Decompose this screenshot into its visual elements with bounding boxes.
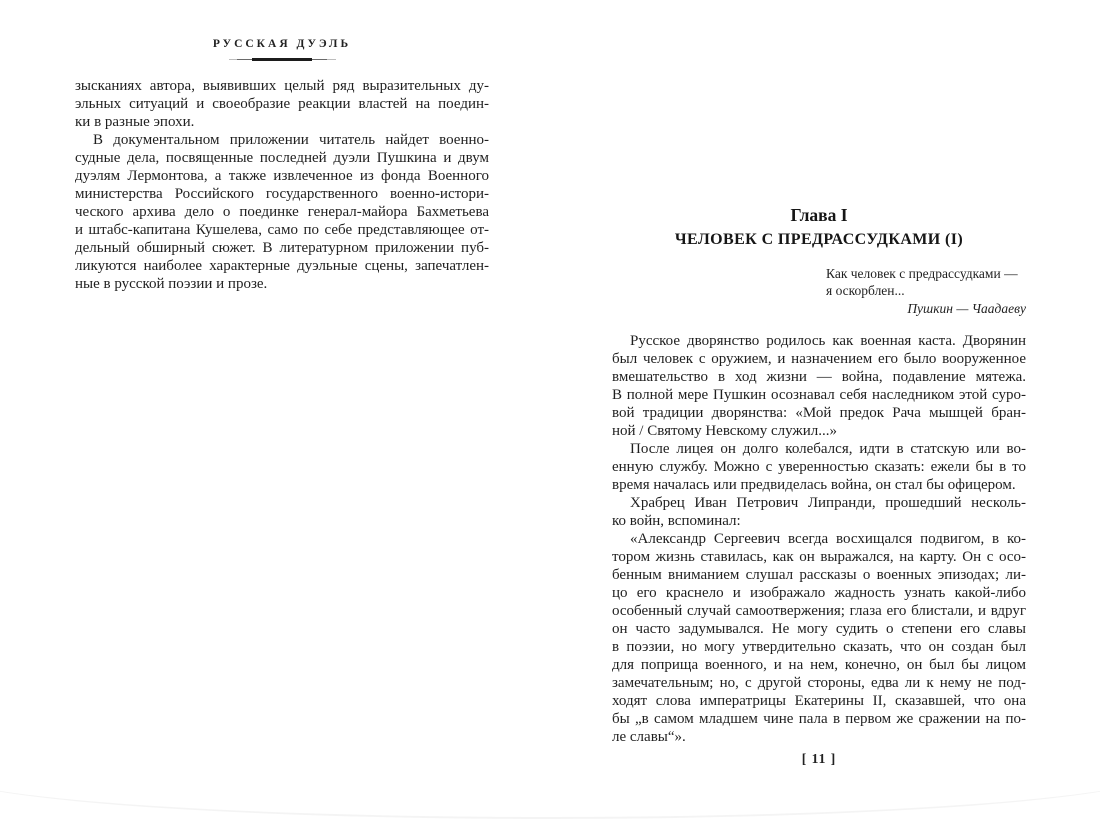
text-paragraph xyxy=(612,332,1026,440)
running-head: РУССКАЯ ДУЭЛЬ xyxy=(212,38,352,50)
text-line: В полной мере Пушкин осознавал себя наследником этой суро- xyxy=(612,386,1026,403)
text-line: в поэзии, но могу утвердительно сказать, что он создан был xyxy=(612,638,1026,655)
text-paragraph xyxy=(75,77,489,131)
text-line: зысканиях автора, выявивших целый ряд выразительных ду- xyxy=(75,78,489,94)
text-line: вмешательство в ход жизни — война, подавление мятежа. xyxy=(612,368,1026,385)
text-line: для поприща военного, и на нем, конечно, он был бы лицом xyxy=(612,656,1026,673)
epigraph xyxy=(826,266,1026,318)
text-line: ле славы“». xyxy=(612,728,686,745)
text-line: дуэлям Лермонтова, а также извлеченное из фонда Военного xyxy=(75,168,489,184)
text-line: енную службу. Можно с уверенностью сказать: ежели бы в то xyxy=(612,458,1026,475)
text-paragraph xyxy=(75,131,489,293)
text-line: он часто задумывался. Не могу судить о степени его славы xyxy=(612,620,1026,637)
decorative-rule xyxy=(229,59,336,60)
text-line: цо его краснело и изображало жадность узнать какой-либо xyxy=(612,584,1026,601)
text-line: ные в русской поэзии и прозе. xyxy=(75,276,268,292)
text-line: был человек с оружием, и назначением его было вооруженное xyxy=(612,350,1026,367)
text-line: бы „в самом младшем чине пала в первом же сражении на по- xyxy=(612,710,1026,727)
text-line: ходят слова императрицы Екатерины II, сказавшей, что она xyxy=(612,692,1026,709)
chapter-label: Глава I xyxy=(790,205,848,225)
text-line: время началась или предвиделась война, он стал бы офицером. xyxy=(612,476,1016,493)
text-line: и штабс-капитана Кушелева, само по себе представляющее от- xyxy=(75,222,489,238)
text-line: ко войн, вспоминал: xyxy=(612,512,741,529)
text-line: ликуются наиболее характерные дуэльные сцены, запечатлен- xyxy=(75,258,489,274)
text-line: Русское дворянство родилось как военная каста. Дворянин xyxy=(630,332,1026,349)
text-paragraph xyxy=(612,440,1026,494)
text-line: тором жизнь ставилась, как он выражался, на карту. Он с осо- xyxy=(612,548,1026,565)
text-line: Храбрец Иван Петрович Липранди, прошедший несколь- xyxy=(630,494,1026,511)
text-line: я оскорблен... xyxy=(826,282,905,298)
text-line: эльных ситуаций и своеобразие реакции властей на поедин- xyxy=(75,96,489,112)
text-line: министерства Российского государственного военно-истори- xyxy=(75,186,489,202)
text-line: дельный обширный сюжет. В литературном приложении пуб- xyxy=(75,240,489,256)
right-page xyxy=(612,205,1026,746)
text-line: бенным вниманием слушал рассказы о военных эпизодах; ли- xyxy=(612,566,1026,583)
chapter-title: ЧЕЛОВЕК С ПРЕДРАССУДКАМИ (I) xyxy=(674,231,964,248)
epigraph-text xyxy=(826,266,1026,299)
text-line: «Александр Сергеевич всегда восхищался подвигом, в ко- xyxy=(630,530,1026,547)
text-paragraph xyxy=(612,530,1026,746)
text-line: ки в разные эпохи. xyxy=(75,114,195,130)
text-line: После лицея он долго колебался, идти в статскую или во- xyxy=(630,440,1026,457)
decorative-rule-center-segment xyxy=(252,58,312,61)
text-line: ческого архива дело о поединке генерал-майора Бахметьева xyxy=(75,204,489,220)
text-line: замечательным; но, с другой стороны, едва ли к нему не под- xyxy=(612,674,1026,691)
text-line: ной / Святому Невскому служил...» xyxy=(612,422,838,439)
left-page xyxy=(75,38,489,293)
epigraph-attribution: Пушкин — Чаадаеву xyxy=(907,301,1026,316)
text-line: вой традиции дворянства: «Мой предок Рача мышцей бран- xyxy=(612,404,1026,421)
text-line: В документальном приложении читатель найдет военно- xyxy=(93,132,489,148)
left-page-body xyxy=(75,77,489,293)
text-line: особенный случай самоотвержения; глаза его блистали, и вдруг xyxy=(612,602,1026,619)
text-line: судные дела, посвященные последней дуэли Пушкина и двум xyxy=(75,150,489,166)
text-paragraph xyxy=(612,494,1026,530)
page-number: [ 11 ] xyxy=(801,751,837,766)
text-line: Как человек с предрассудками — xyxy=(826,266,1018,281)
right-page-body xyxy=(612,332,1026,746)
book-bottom-edge-shadow xyxy=(0,771,1100,819)
